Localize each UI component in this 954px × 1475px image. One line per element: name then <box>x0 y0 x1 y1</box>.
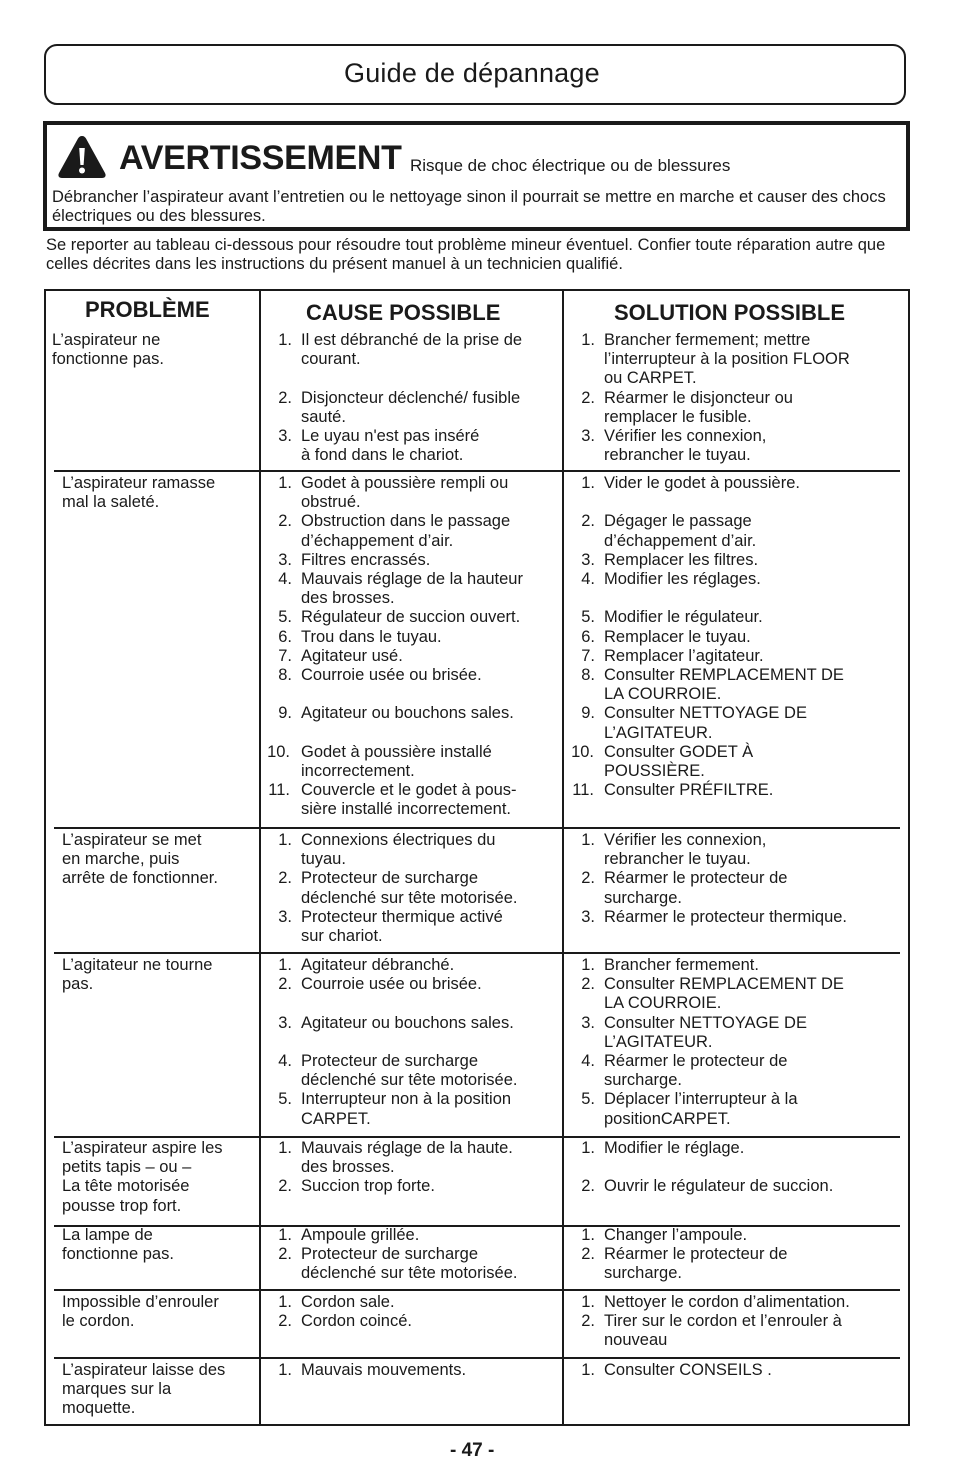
cause-number: 2. <box>278 869 292 888</box>
problem-text: La lampe de fonctionne pas. <box>62 1226 174 1264</box>
solution-number: 2. <box>581 388 595 407</box>
solution-number: 3. <box>581 1013 595 1032</box>
solution-number: 5. <box>581 608 595 627</box>
solution-text: Changer l’ampoule. <box>604 1226 748 1244</box>
cause-number: 10. <box>267 742 290 761</box>
solution-text: Ouvrir le régulateur de succion. <box>604 1177 834 1196</box>
solution-number: 4. <box>581 1052 595 1070</box>
cause-number: 2. <box>278 512 292 531</box>
warning-box <box>43 121 910 231</box>
solution-text: Réarmer le protecteur de surcharge. <box>604 1245 788 1283</box>
cause-number: 8. <box>278 666 292 684</box>
cause-text: Courroie usée ou brisée. <box>301 666 482 684</box>
cause-number: 1. <box>278 831 292 849</box>
solution-number: 1. <box>581 331 595 349</box>
cause-number: 5. <box>278 608 292 627</box>
solution-text: Dégager le passage d’échappement d’air. <box>604 512 757 550</box>
solution-number: 5. <box>581 1090 595 1109</box>
warning-text: Débrancher l’aspirateur avant l’entretien ou le nettoyage sinon il pourrait se mettre en marche et causer des chocs électriques ou des blessures. <box>52 188 886 225</box>
solution-number: 1. <box>581 1293 595 1311</box>
cause-number: 1. <box>278 474 292 492</box>
cause-text: Godet à poussière installé incorrectement. <box>301 742 492 780</box>
cause-text: Interrupteur non à la position CARPET. <box>301 1090 512 1128</box>
solution-number: 1. <box>581 1226 595 1244</box>
column-header: CAUSE POSSIBLE <box>306 300 501 325</box>
cause-text: Disjoncteur déclenché/ fusible sauté. <box>301 388 521 426</box>
cause-text: Agitateur débranché. <box>301 956 455 974</box>
cause-number: 2. <box>278 1312 292 1331</box>
problem-text: Impossible d’enrouler le cordon. <box>62 1293 219 1331</box>
solution-text: Réarmer le protecteur de surcharge. <box>604 869 788 907</box>
cause-number: 1. <box>278 1293 292 1311</box>
cause-number: 4. <box>278 1052 292 1070</box>
solution-number: 2. <box>581 512 595 531</box>
solution-number: 2. <box>581 975 595 994</box>
solution-text: Consulter CONSEILS . <box>604 1361 772 1379</box>
solution-number: 2. <box>581 1177 595 1196</box>
cause-text: Ampoule grillée. <box>301 1226 420 1244</box>
solution-text: Réarmer le protecteur thermique. <box>604 907 848 926</box>
cause-text: Filtres encrassés. <box>301 550 431 569</box>
cause-text: Couvercle et le godet à pous- sière installé incorrectement. <box>301 781 517 819</box>
cause-text: Obstruction dans le passage d’échappement d’air. <box>301 512 511 550</box>
cause-text: Succion trop forte. <box>301 1177 435 1196</box>
solution-text: Modifier le régulateur. <box>604 608 763 627</box>
solution-text: Vérifier les connexion, rebrancher le tuyau. <box>604 831 767 869</box>
solution-number: 1. <box>581 831 595 849</box>
solution-text: Réarmer le protecteur de surcharge. <box>604 1052 788 1090</box>
cause-number: 4. <box>278 570 292 588</box>
cause-text: Le uyau n'est pas inséré à fond dans le chariot. <box>301 427 480 465</box>
solution-number: 1. <box>581 956 595 974</box>
row-divider <box>54 827 900 829</box>
cause-number: 6. <box>278 627 292 646</box>
warning-triangle-icon <box>57 134 107 180</box>
cause-text: Godet à poussière rempli ou obstrué. <box>301 474 509 512</box>
row-divider <box>54 470 900 472</box>
cause-number: 1. <box>278 1139 292 1157</box>
cause-text: Protecteur de surcharge déclenché sur tête motorisée. <box>301 869 518 907</box>
solution-number: 3. <box>581 427 595 445</box>
problem-text: L’aspirateur ne fonctionne pas. <box>52 331 164 369</box>
column-header: SOLUTION POSSIBLE <box>614 300 846 325</box>
cause-text: Courroie usée ou brisée. <box>301 975 482 994</box>
cause-number: 2. <box>278 1245 292 1264</box>
row-divider <box>54 1357 900 1359</box>
solution-text: Remplacer le tuyau. <box>604 627 751 646</box>
solution-text: Modifier le réglage. <box>604 1139 745 1157</box>
problem-text: L’aspirateur se met en marche, puis arrête de fonctionner. <box>62 831 218 888</box>
cause-number: 7. <box>278 646 292 665</box>
cause-number: 3. <box>278 427 292 445</box>
cause-number: 2. <box>278 975 292 994</box>
solution-text: Vider le godet à poussière. <box>604 474 800 492</box>
cause-text: Protecteur de surcharge déclenché sur tête motorisée. <box>301 1245 518 1283</box>
page-number: - 47 - <box>450 1440 495 1461</box>
solution-number: 2. <box>581 869 595 888</box>
solution-number: 4. <box>581 570 595 588</box>
intro-text: Se reporter au tableau ci-dessous pour résoudre tout problème mineur éventuel. Confier toute réparation autre que celles décrites dans les instructions du présent manuel à un technicien qualifié. <box>46 236 886 273</box>
solution-text: Consulter REMPLACEMENT DE LA COURROIE. <box>604 975 844 1013</box>
cause-text: Agitateur ou bouchons sales. <box>301 704 514 723</box>
solution-number: 8. <box>581 666 595 684</box>
solution-number: 1. <box>581 474 595 492</box>
cause-number: 1. <box>278 956 292 974</box>
solution-number: 10. <box>571 742 594 761</box>
cause-text: Trou dans le tuyau. <box>301 627 442 646</box>
solution-number: 3. <box>581 907 595 926</box>
cause-text: Cordon coincé. <box>301 1312 412 1331</box>
solution-text: Brancher fermement. <box>604 956 759 974</box>
cause-text: Protecteur thermique activé sur chariot. <box>301 907 503 945</box>
column-divider <box>562 290 564 1424</box>
cause-number: 2. <box>278 1177 292 1196</box>
cause-number: 3. <box>278 907 292 926</box>
problem-text: L’agitateur ne tourne pas. <box>62 956 213 994</box>
cause-text: Mauvais mouvements. <box>301 1361 467 1379</box>
solution-text: Nettoyer le cordon d’alimentation. <box>604 1293 850 1311</box>
cause-number: 5. <box>278 1090 292 1109</box>
cause-text: Connexions électriques du tuyau. <box>301 831 496 869</box>
page-title: Guide de dépannage <box>344 58 600 88</box>
solution-text: Réarmer le disjoncteur ou remplacer le fusible. <box>604 388 793 426</box>
solution-text: Consulter GODET À POUSSIÈRE. <box>604 742 754 780</box>
cause-text: Mauvais réglage de la haute. des brosses. <box>301 1139 513 1177</box>
column-divider <box>259 290 261 1424</box>
cause-text: Cordon sale. <box>301 1293 395 1311</box>
cause-text: Agitateur ou bouchons sales. <box>301 1013 514 1032</box>
row-divider <box>54 1225 900 1227</box>
solution-text: Tirer sur le cordon et l’enrouler à nouveau <box>604 1312 842 1350</box>
solution-text: Consulter PRÉFILTRE. <box>604 781 774 800</box>
solution-number: 6. <box>581 627 595 646</box>
cause-text: Il est débranché de la prise de courant. <box>301 331 523 369</box>
problem-text: L’aspirateur laisse des marques sur la moquette. <box>62 1361 226 1418</box>
cause-number: 9. <box>278 704 292 723</box>
cause-number: 3. <box>278 550 292 569</box>
cause-number: 1. <box>278 1361 292 1379</box>
solution-text: Consulter NETTOYAGE DE L’AGITATEUR. <box>604 1013 807 1051</box>
solution-number: 9. <box>581 704 595 723</box>
column-header: PROBLÈME <box>85 297 210 322</box>
cause-number: 1. <box>278 331 292 349</box>
solution-text: Consulter REMPLACEMENT DE LA COURROIE. <box>604 666 844 704</box>
warning-heading: AVERTISSEMENT <box>119 139 402 177</box>
cause-text: Agitateur usé. <box>301 646 403 665</box>
title-box <box>44 44 906 105</box>
warning-subheading: Risque de choc électrique ou de blessures <box>410 156 731 175</box>
solution-number: 2. <box>581 1245 595 1264</box>
cause-number: 11. <box>268 781 290 800</box>
solution-text: Consulter NETTOYAGE DE L’AGITATEUR. <box>604 704 807 742</box>
solution-number: 7. <box>581 646 595 665</box>
problem-text: L’aspirateur ramasse mal la saleté. <box>62 474 216 512</box>
solution-text: Déplacer l’interrupteur à la positionCARPET. <box>604 1090 798 1128</box>
cause-number: 3. <box>278 1013 292 1032</box>
solution-number: 1. <box>581 1139 595 1157</box>
solution-text: Vérifier les connexion, rebrancher le tuyau. <box>604 427 767 465</box>
cause-text: Protecteur de surcharge déclenché sur tête motorisée. <box>301 1052 518 1090</box>
row-divider <box>54 1136 900 1138</box>
solution-number: 2. <box>581 1312 595 1331</box>
cause-text: Mauvais réglage de la hauteur des brosses. <box>301 570 523 608</box>
cause-number: 2. <box>278 388 292 407</box>
cause-text: Régulateur de succion ouvert. <box>301 608 521 627</box>
problem-text: L’aspirateur aspire les petits tapis – ou – La tête motorisée pousse trop fort. <box>62 1139 223 1215</box>
row-divider <box>54 1289 900 1291</box>
solution-text: Remplacer les filtres. <box>604 550 759 569</box>
solution-text: Remplacer l’agitateur. <box>604 646 764 665</box>
solution-number: 11. <box>572 781 594 800</box>
solution-number: 3. <box>581 550 595 569</box>
row-divider <box>54 952 900 954</box>
cause-number: 1. <box>278 1226 292 1244</box>
solution-number: 1. <box>581 1361 595 1379</box>
solution-text: Modifier les réglages. <box>604 570 761 588</box>
solution-text: Brancher fermement; mettre l’interrupteur à la position FLOOR ou CARPET. <box>604 331 850 388</box>
